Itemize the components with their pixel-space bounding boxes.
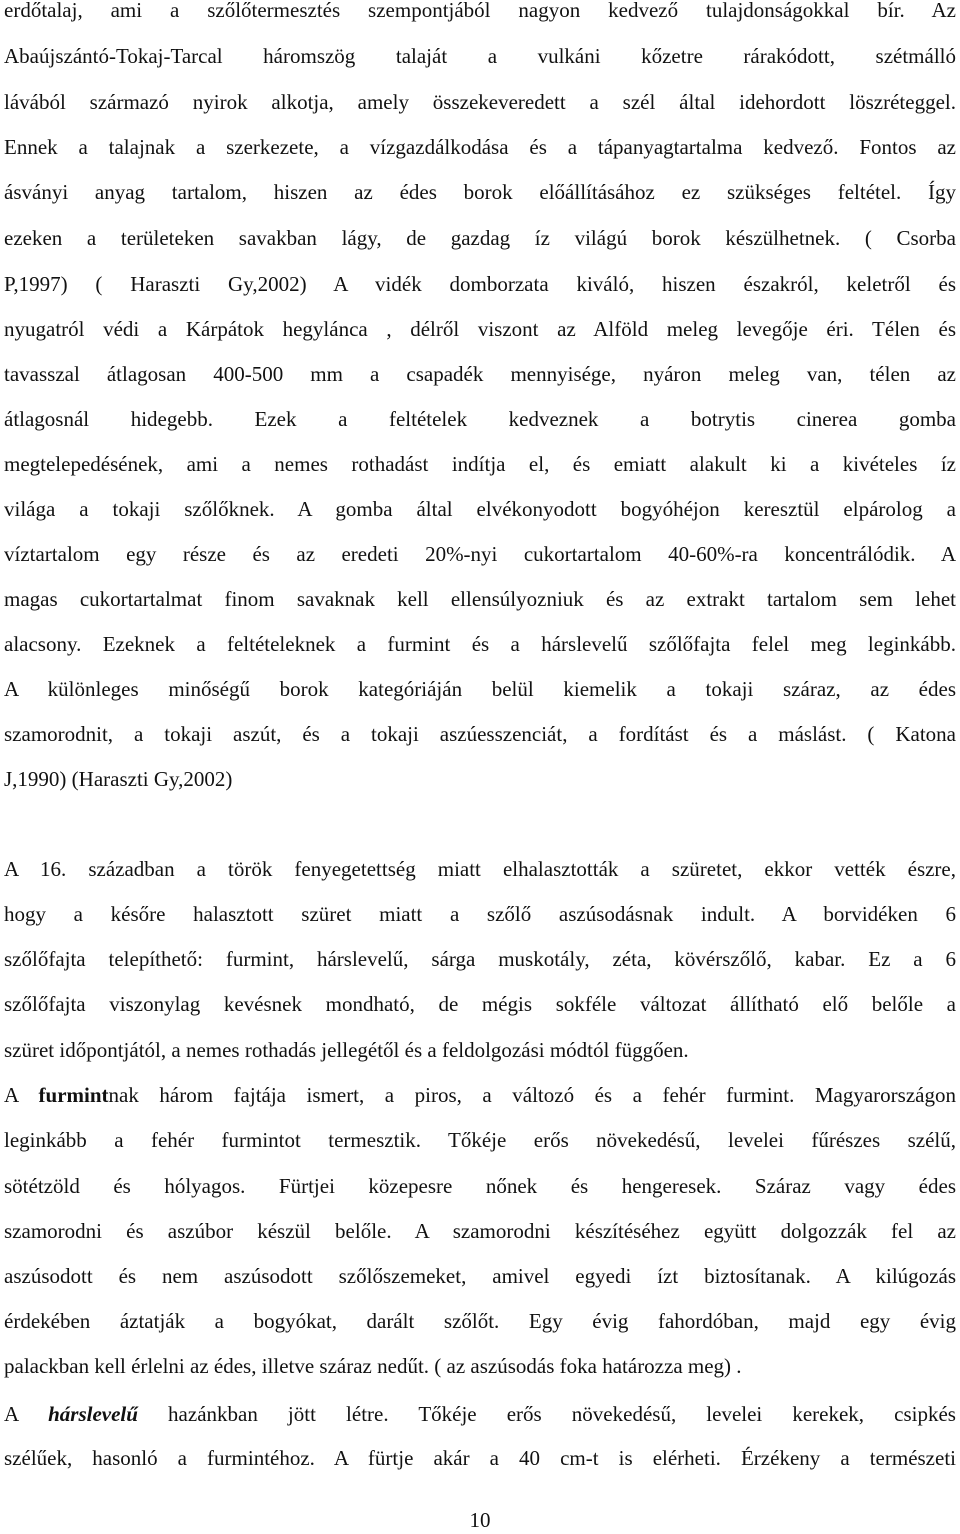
text-line: nyugatról védi a Kárpátok hegylánca , délről viszont az Alföld meleg levegője éri. Télen és <box>4 317 956 341</box>
text-line: szőlőfajta viszonylag kevésnek mondható, de mégis sokféle változat állítható elő belőle a <box>4 992 956 1016</box>
text-line <box>4 1081 956 1109</box>
text-run: nak három fajtája ismert, a piros, a változó és a fehér furmint. Magyarországon <box>108 1083 956 1107</box>
text-line: alacsony. Ezeknek a feltételeknek a furmint és a hárslevelű szőlőfajta felel meg leginkább. <box>4 632 956 656</box>
text-line: hogy a későre halasztott szüret miatt a szőlő aszúsodásnak indult. A borvidéken 6 <box>4 902 956 926</box>
text-line: szüret időpontjától, a nemes rothadás jellegétől és a feldolgozási módtól függően. <box>4 1038 689 1062</box>
text-line: megtelepedésének, ami a nemes rothadást indítja el, és emiatt alakult ki a kivételes íz <box>4 452 956 476</box>
page-number: 10 <box>469 1508 491 1532</box>
text-line: tavasszal átlagosan 400-500 mm a csapadék mennyisége, nyáron meleg van, télen az <box>4 362 956 386</box>
text-line: szőlőfajta telepíthető: furmint, hárslevelű, sárga muskotály, zéta, kövérszőlő, kabar. Ez a 6 <box>4 947 956 971</box>
term-furmint: furmint <box>38 1083 109 1107</box>
text-line: A különleges minőségű borok kategóriáján belül kiemelik a tokaji száraz, az édes <box>4 677 956 701</box>
text-line: ezeken a területeken savakban lágy, de gazdag íz világú borok készülhetnek. ( Csorba <box>4 226 956 250</box>
text-line: J,1990) (Haraszti Gy,2002) <box>4 767 233 791</box>
text-line: P,1997) ( Haraszti Gy,2002) A vidék domborzata kiváló, hiszen északról, keletről és <box>4 272 956 296</box>
text-line: erdőtalaj, ami a szőlőtermesztés szempontjából nagyon kedvező tulajdonságokkal bír. Az <box>4 0 956 22</box>
text-line: Abaújszántó-Tokaj-Tarcal háromszög talaját a vulkáni kőzetre rárakódott, szétmálló <box>4 44 956 68</box>
text-line: szamorodni és aszúbor készül belőle. A szamorodni készítéséhez együtt dolgozzák fel az <box>4 1219 956 1243</box>
text-run: A <box>4 1083 39 1107</box>
text-line: Ennek a talajnak a szerkezete, a vízgazdálkodása és a tápanyagtartalma kedvező. Fontos az <box>4 135 956 159</box>
text-line: ásványi anyag tartalom, hiszen az édes borok előállításához ez szükséges feltétel. Így <box>4 180 956 204</box>
text-line: érdekében áztatják a bogyókat, darált szőlőt. Egy évig fahordóban, majd egy évig <box>4 1309 956 1333</box>
text-line: átlagosnál hidegebb. Ezek a feltételek kedveznek a botrytis cinerea gomba <box>4 407 956 431</box>
text-line: magas cukortartalmat finom savaknak kell ellensúlyozniuk és az extrakt tartalom sem lehet <box>4 587 956 611</box>
text-line: szamorodnit, a tokaji aszút, és a tokaji aszúesszenciát, a fordítást és a máslást. ( Katona <box>4 722 956 746</box>
term-harslevelu: hárslevelű <box>48 1402 138 1426</box>
text-line: palackban kell érlelni az édes, illetve száraz nedűt. ( az aszúsodás foka határozza meg) . <box>4 1354 742 1378</box>
text-line: szélűek, hasonló a furmintéhoz. A fürtje akár a 40 cm-t is elérheti. Érzékeny a természeti <box>4 1446 956 1470</box>
text-run: hazánkban jött létre. Tőkéje erős növekedésű, levelei kerekek, csipkés <box>137 1402 956 1426</box>
text-line: világa a tokaji szőlőknek. A gomba által elvékonyodott bogyóhéjon keresztül elpárolog a <box>4 497 956 521</box>
text-run: A <box>4 1402 49 1426</box>
text-line: sötétzöld és hólyagos. Fürtjei közepesre nőnek és hengeresek. Száraz vagy édes <box>4 1174 956 1198</box>
text-line: aszúsodott és nem aszúsodott szőlőszemeket, amivel egyedi ízt biztosítanak. A kilúgozás <box>4 1264 956 1288</box>
text-line: A 16. században a török fenyegetettség miatt elhalasztották a szüretet, ekkor vették észre, <box>4 857 956 881</box>
text-line <box>4 1400 956 1428</box>
text-line: leginkább a fehér furmintot termesztik. Tőkéje erős növekedésű, levelei fűrészes szélű, <box>4 1128 956 1152</box>
text-line: víztartalom egy része és az eredeti 20%-nyi cukortartalom 40-60%-ra koncentrálódik. A <box>4 542 956 566</box>
text-line: lávából származó nyirok alkotja, amely összekeveredett a szél által idehordott löszréteggel. <box>4 90 956 114</box>
